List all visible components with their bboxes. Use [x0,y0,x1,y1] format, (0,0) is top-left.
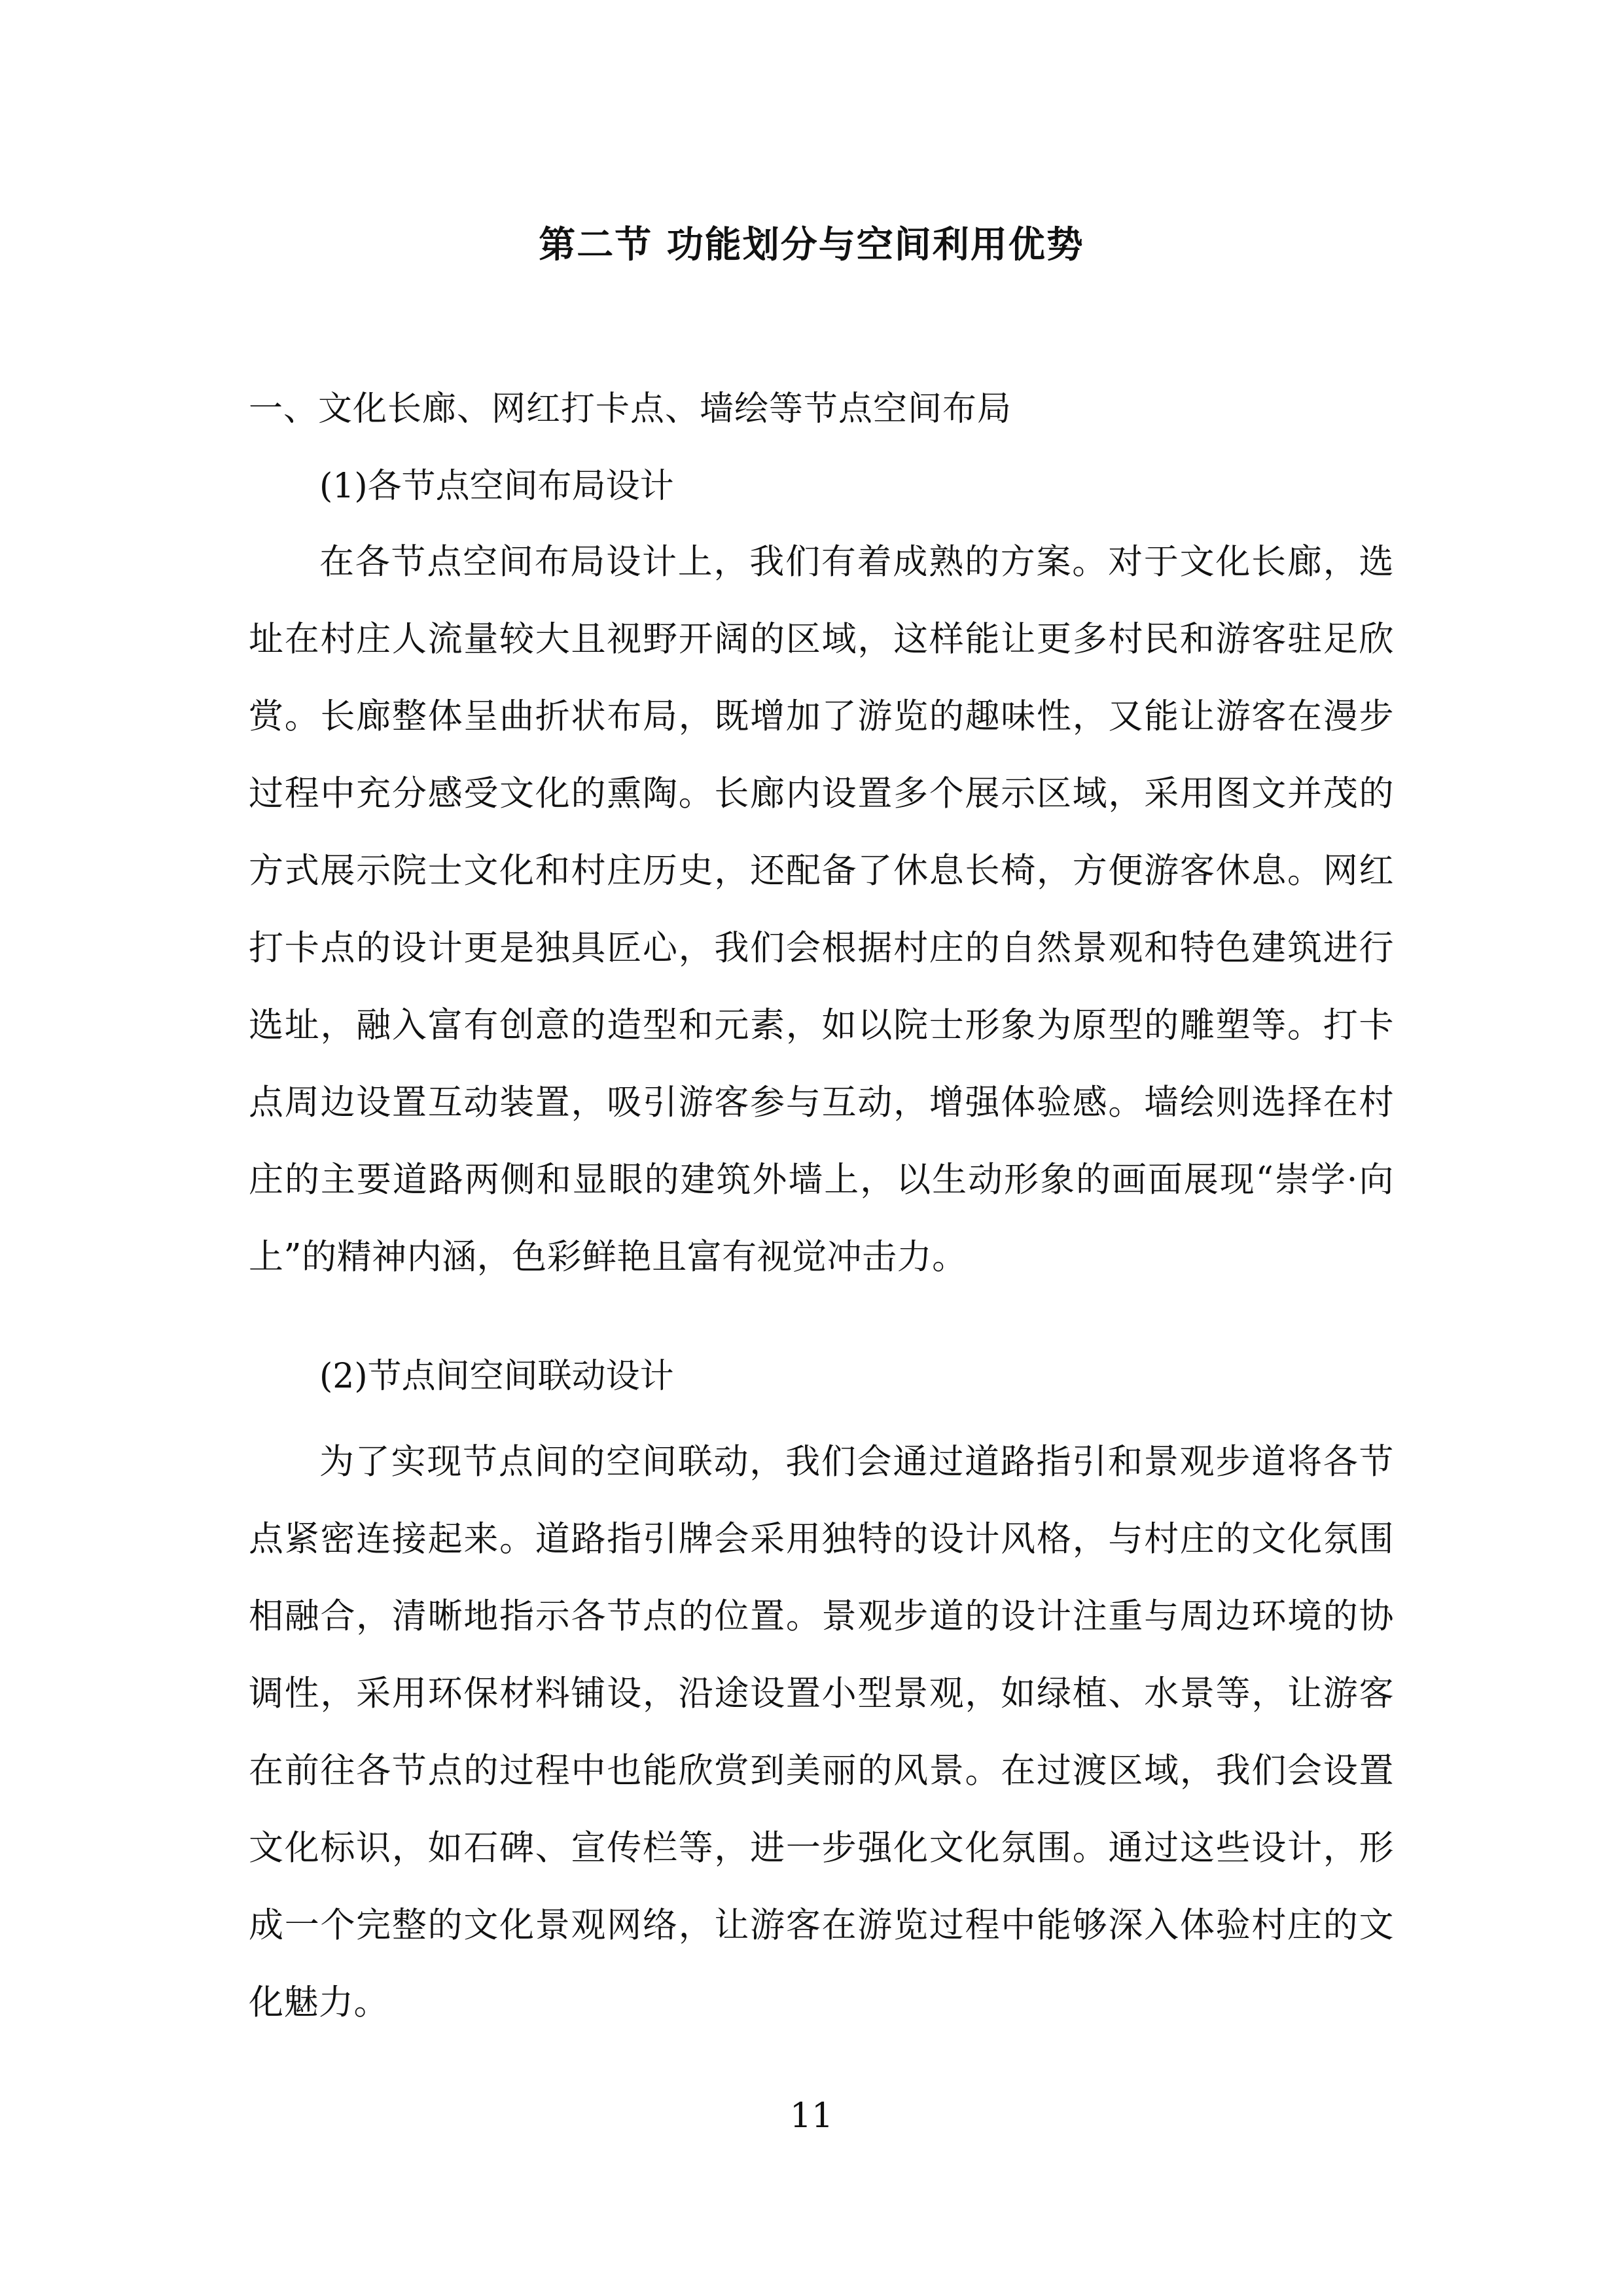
subheading-2: (2)节点间空间联动设计 [319,1357,674,1396]
section-title: 第二节 功能划分与空间利用优势 [539,223,1084,266]
page-number: 11 [789,2096,834,2136]
paragraph-1: 在各节点空间布局设计上，我们有着成熟的方案。对于文化长廊，选址在村庄人流量较大且视野开阔的区域，这样能让更多村民和游客驻足欣赏。长廊整体呈曲折状布局，既增加了游览的趣味性，又能让游客在漫步过程中充分感受文化的熏陶。长廊内设置多个展示区域，采用图文并茂的方式展示院士文化和村庄历史，还配备了休息长椅，方便游客休息。网红打卡点的设计更是独具匠心，我们会根据村庄的自然景观和特色建筑进行选址，融入富有创意的造型和元素，如以院士形象为原型的雕塑等。打卡点周边设置互动装置，吸引游客参与互动，增强体验感。墙绘则选择在村庄的主要道路两侧和显眼的建筑外墙上，以生动形象的画面展现“崇学·向上”的精神内涵，色彩鲜艳且富有视觉冲击力。 [249,542,1394,1277]
subheading-1: (1)各节点空间布局设计 [319,467,674,506]
paragraph-2: 为了实现节点间的空间联动，我们会通过道路指引和景观步道将各节点紧密连接起来。道路指引牌会采用独特的设计风格，与村庄的文化氛围相融合，清晰地指示各节点的位置。景观步道的设计注重与周边环境的协调性，采用环保材料铺设，沿途设置小型景观，如绿植、水景等，让游客在前往各节点的过程中也能欣赏到美丽的风景。在过渡区域，我们会设置文化标识，如石碑、宣传栏等，进一步强化文化氛围。通过这些设计，形成一个完整的文化景观网络，让游客在游览过程中能够深入体验村庄的文化魅力。 [249,1442,1394,2022]
heading-1: 一、文化长廊、网红打卡点、墙绘等节点空间布局 [249,389,1012,429]
